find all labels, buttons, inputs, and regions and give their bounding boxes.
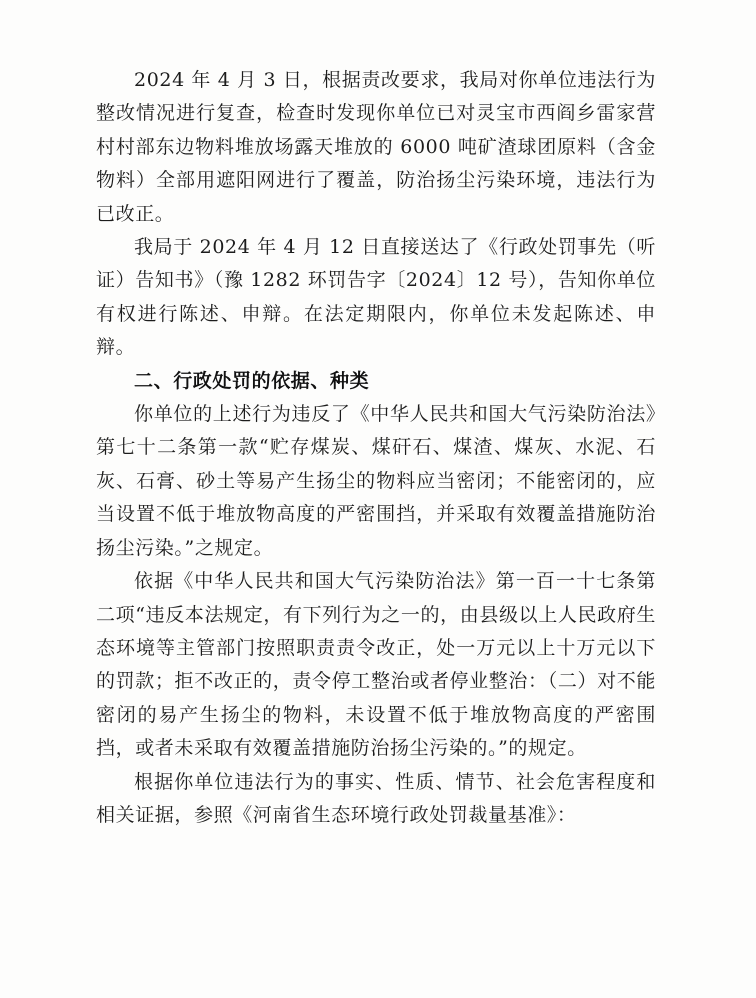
- document-body: [96, 64, 656, 832]
- paragraph-review-result: 2024 年 4 月 3 日，根据责改要求，我局对你单位违法行为整改情况进行复查，检查时发现你单位已对灵宝市西阎乡雷家营村村部东边物料堆放场露天堆放的 6000 吨矿渣球团原料（含金物料）全部用遮阳网进行了覆盖，防治扬尘污染环境，违法行为已改正。: [96, 69, 656, 225]
- paragraph-penalty-basis: 依据《中华人民共和国大气污染防治法》第一百一十七条第二项“违反本法规定，有下列行为之一的，由县级以上人民政府生态环境等主管部门按照职责责令改正，处一万元以上十万元以下的罚款；拒不改正的，责令停工整治或者停业整治：（二）对不能密闭的易产生扬尘的物料，未设置不低于堆放物高度的严密围挡，或者未采取有效覆盖措施防治扬尘污染的。”的规定。: [96, 570, 656, 760]
- paragraph-violation-basis: 你单位的上述行为违反了《中华人民共和国大气污染防治法》第七十二条第一款“贮存煤炭、煤矸石、煤渣、煤灰、水泥、石灰、石膏、砂土等易产生扬尘的物料应当密闭；不能密闭的，应当设置不低于堆放物高度的严密围挡，并采取有效覆盖措施防治扬尘污染。”之规定。: [96, 403, 656, 559]
- section-heading: 二、行政处罚的依据、种类: [134, 369, 370, 392]
- paragraph-discretion-basis: 根据你单位违法行为的事实、性质、情节、社会危害程度和相关证据，参照《河南省生态环境行政处罚裁量基准》：: [96, 770, 656, 826]
- paragraph-hearing-notice: 我局于 2024 年 4 月 12 日直接送达了《行政处罚事先（听证）告知书》（豫 1282 环罚告字〔2024〕12 号），告知你单位有权进行陈述、申辩。在法定期限内，你单位未发起陈述、申辩。: [96, 236, 656, 359]
